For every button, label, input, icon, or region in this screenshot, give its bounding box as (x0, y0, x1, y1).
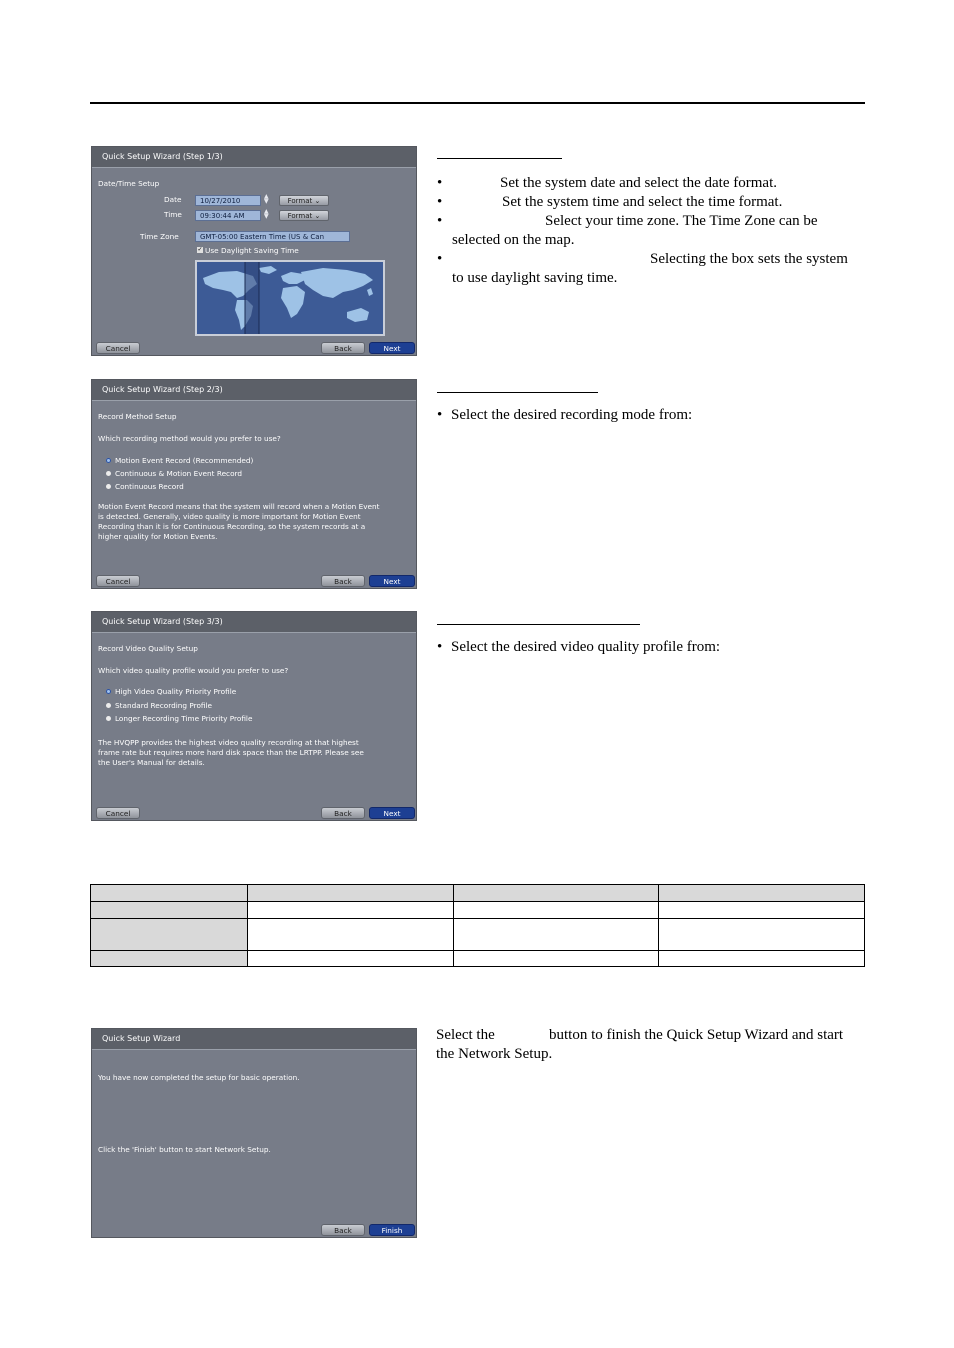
next-button[interactable]: Next (369, 342, 415, 354)
finish-paragraph-start: Select the (436, 1027, 495, 1043)
radio-icon (106, 484, 111, 489)
time-label: Time (164, 210, 182, 219)
finish-button[interactable]: Finish (369, 1224, 415, 1236)
wizard-step3-screenshot (91, 611, 417, 821)
heading-underline (437, 624, 640, 625)
dst-checkbox[interactable]: ✓ Use Daylight Saving Time (197, 246, 299, 255)
table-row (91, 919, 865, 951)
back-button[interactable]: Back (321, 575, 365, 587)
header-rule (90, 102, 865, 104)
date-field[interactable]: 10/27/2010 (195, 195, 261, 206)
table-cell (248, 951, 454, 967)
description-line: frame rate but requires more hard disk space than the LRTPP. Please see (98, 748, 364, 757)
chevron-down-icon: ⌄ (314, 212, 321, 220)
table-cell (248, 902, 454, 919)
table-cell (453, 951, 659, 967)
finish-paragraph-cont: the Network Setup. (436, 1046, 553, 1062)
table-cell (453, 885, 659, 902)
bullet-timezone-cont: selected on the map. (452, 232, 575, 248)
table-cell (91, 885, 248, 902)
radio-selected-icon (106, 458, 111, 463)
table-header-row (91, 885, 865, 902)
cancel-button[interactable]: Cancel (96, 575, 140, 587)
instruction-text: Click the 'Finish' button to start Network Setup. (98, 1145, 271, 1154)
cancel-button[interactable]: Cancel (96, 807, 140, 819)
description-line: higher quality for Motion Events. (98, 532, 218, 541)
description-line: Motion Event Record means that the system will record when a Motion Event (98, 502, 380, 511)
description-line: the User's Manual for details. (98, 758, 205, 767)
radio-option[interactable]: Continuous Record (106, 482, 184, 492)
world-map-icon (197, 262, 383, 334)
description-line: Recording than it is for Continuous Recording, so the system records at a (98, 522, 366, 531)
panel-title: Quick Setup Wizard (Step 3/3) (92, 612, 416, 633)
date-spinner-icon[interactable]: ▲ ▼ (264, 193, 269, 205)
next-button[interactable]: Next (369, 807, 415, 819)
profile-table (90, 884, 865, 967)
table-cell (453, 919, 659, 951)
radio-icon (106, 703, 111, 708)
world-map[interactable] (195, 260, 385, 336)
radio-option[interactable]: Motion Event Record (Recommended) (106, 456, 253, 466)
radio-option[interactable]: High Video Quality Priority Profile (106, 687, 236, 697)
completion-text: You have now completed the setup for basic operation. (98, 1073, 300, 1082)
section-label: Record Method Setup (98, 412, 177, 421)
table-cell (248, 885, 454, 902)
next-button[interactable]: Next (369, 575, 415, 587)
table-cell (659, 951, 865, 967)
question-text: Which video quality profile would you prefer to use? (98, 666, 289, 675)
wizard-step1-screenshot (91, 146, 417, 356)
table-cell (453, 902, 659, 919)
radio-icon (106, 471, 111, 476)
time-field[interactable]: 09:30:44 AM (195, 210, 261, 221)
panel-title: Quick Setup Wizard (92, 1029, 416, 1050)
timezone-label: Time Zone (140, 232, 179, 241)
date-label: Date (164, 195, 182, 204)
table-cell (659, 885, 865, 902)
section-label: Date/Time Setup (98, 179, 160, 188)
question-text: Which recording method would you prefer to use? (98, 434, 281, 443)
section-label: Record Video Quality Setup (98, 644, 198, 653)
bullet-dst-cont: to use daylight saving time. (452, 270, 618, 286)
heading-underline (437, 158, 562, 159)
finish-paragraph-rest: button to finish the Quick Setup Wizard and start (549, 1027, 844, 1043)
table-cell (248, 919, 454, 951)
date-format-button[interactable]: Format ⌄ (279, 195, 329, 206)
timezone-select[interactable]: GMT-05:00 Eastern Time (US & Can (195, 231, 350, 242)
time-spinner-icon[interactable]: ▲ ▼ (264, 208, 269, 220)
radio-selected-icon (106, 689, 111, 694)
wizard-finish-screenshot (91, 1028, 417, 1238)
panel-title: Quick Setup Wizard (Step 1/3) (92, 147, 416, 168)
radio-icon (106, 716, 111, 721)
radio-option[interactable]: Continuous & Motion Event Record (106, 469, 242, 479)
heading-underline (437, 392, 598, 393)
time-format-button[interactable]: Format ⌄ (279, 210, 329, 221)
back-button[interactable]: Back (321, 807, 365, 819)
radio-option[interactable]: Longer Recording Time Priority Profile (106, 714, 252, 724)
table-cell (91, 902, 248, 919)
cancel-button[interactable]: Cancel (96, 342, 140, 354)
table-cell (91, 919, 248, 951)
table-row (91, 951, 865, 967)
back-button[interactable]: Back (321, 1224, 365, 1236)
chevron-down-icon: ⌄ (314, 197, 321, 205)
table-row (91, 902, 865, 919)
table-cell (91, 951, 248, 967)
table-cell (659, 902, 865, 919)
wizard-step2-screenshot (91, 379, 417, 589)
checkbox-icon: ✓ (197, 246, 203, 253)
description-line: The HVQPP provides the highest video quality recording at that highest (98, 738, 359, 747)
radio-option[interactable]: Standard Recording Profile (106, 701, 212, 711)
description-line: is detected. Generally, video quality is more important for Motion Event (98, 512, 361, 521)
back-button[interactable]: Back (321, 342, 365, 354)
table-cell (659, 919, 865, 951)
panel-title: Quick Setup Wizard (Step 2/3) (92, 380, 416, 401)
